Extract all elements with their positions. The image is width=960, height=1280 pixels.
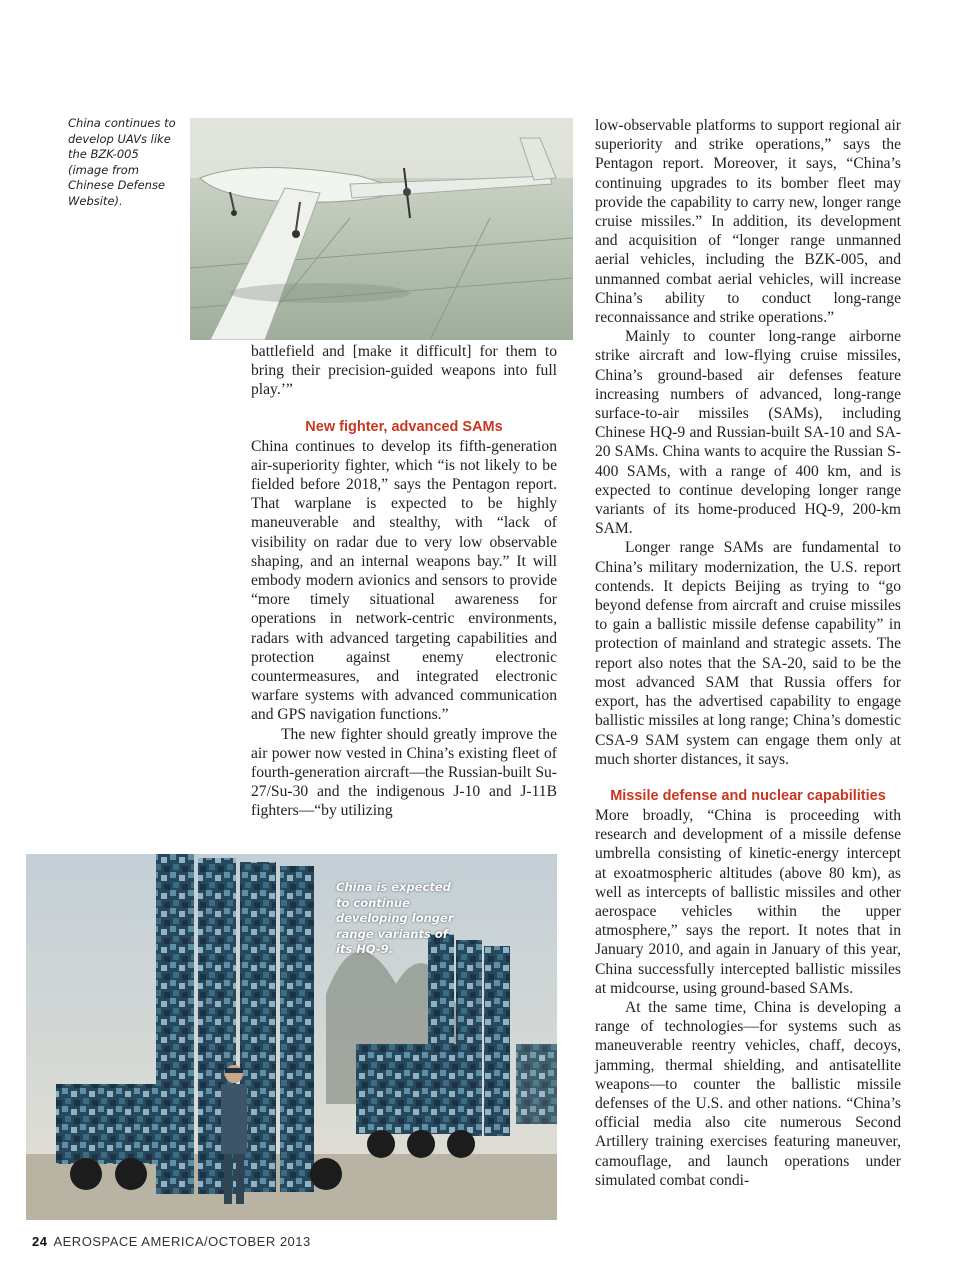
hq9-launcher-illustration: [26, 854, 557, 1220]
uav-photo-caption: China continues to develop UAVs like the BZK-005 (image from Chinese Defense Website).: [68, 116, 176, 208]
hq9-photo-caption: China is expected to continue developing longer range variants of its HQ-9.: [336, 880, 454, 956]
page-number: 24: [32, 1234, 48, 1249]
right-column: [595, 116, 901, 1190]
middle-para-3: The new fighter should greatly improve the air power now vested in China’s existing fleet of fourth-generation aircraft—the Russian-built Su-27/Su-30 and the indigenous J-10 and J-11B fighters—“by utilizing: [251, 725, 557, 820]
middle-para-2: China continues to develop its fifth-generation air-superiority fighter, which “is not likely to be fielded before 2018,” says the Pentagon report. That warplane is expected to be highly maneuverable and stealthy, with “lack of visibility on radar due to very low observable shaping, and an internal weapons bay.” It will embody modern avionics and sensors to provide “more timely situational awareness for operations in network-centric environments, radars with advanced targeting capabilities and protection against enemy electronic countermeasures, and integrated electronic warfare systems with advanced communication and GPS navigation functions.”: [251, 437, 557, 724]
publication-info: AEROSPACE AMERICA/OCTOBER 2013: [53, 1234, 311, 1249]
subhead-missile-defense: Missile defense and nuclear capabilities: [610, 787, 886, 804]
right-para-5: At the same time, China is developing a range of technologies—for systems such as maneuverable reentry vehicles, chaff, decoys, jamming, thermal shielding, and antisatellite weapons—to counter the ballistic missile defenses of the U.S. and other nations. “China’s official media also cite numerous Second Artillery training exercises featuring maneuver, camouflage, and launch operations under simulated combat condi-: [595, 998, 901, 1189]
hq9-photo: [26, 854, 557, 1220]
middle-column: [251, 342, 557, 821]
middle-para-1: battlefield and [make it difficult] for them to bring their precision-guided weapons into full play.’”: [251, 343, 557, 399]
subhead-new-fighter: New fighter, advanced SAMs: [305, 418, 503, 435]
uav-photo: [190, 118, 573, 340]
right-para-3: Longer range SAMs are fundamental to China’s military modernization, the U.S. report contends. It depicts Beijing as trying to “go beyond defense from aircraft and cruise missiles to gain a ballistic missile defense capability” in protection of mainland and strategic assets. The report also notes that the SA-20, said to be the most advanced SAM that Russia offers for export, has the advertised capability to engage ballistic missiles at long range; China’s domestic CSA-9 SAM system can engage them only at much shorter distances, it says.: [595, 539, 901, 768]
right-para-2: Mainly to counter long-range airborne strike aircraft and low-flying cruise missiles, China’s ground-based air defenses feature increasing numbers of advanced, long-range surface-to-air missiles (SAMs), including Chinese HQ-9 and Russian-built SA-10 and SA-20 SAMs. China wants to acquire the Russian S-400 SAMs, with a range of 400 km, and is expected to continue developing longer range variants of its home-produced HQ-9, 200-km SAM.: [595, 328, 901, 538]
uav-illustration: [190, 118, 573, 340]
right-para-4: More broadly, “China is proceeding with research and development of a missile defense umbrella consisting of kinetic-energy intercept at exoatmospheric altitudes (above 80 km), as well as intercepts of ballistic missiles and other aerospace vehicles within the upper atmosphere,” says the report. It notes that in January 2010, and again in January of this year, China successfully intercepted ballistic missiles at midcourse, using ground-based SAMs.: [595, 806, 901, 997]
right-para-1: low-observable platforms to support regional air superiority and strike operations,” says the Pentagon report. Moreover, it says, “China’s continuing upgrades to its bomber fleet may provide the capability to carry new, longer range cruise missiles.” In addition, its development and acquisition of “longer range unmanned aerial vehicles, including the BZK-005, and unmanned combat aerial vehicles, will increase China’s ability to conduct long-range reconnaissance and strike operations.”: [595, 117, 901, 327]
page-footer: [32, 1234, 311, 1249]
